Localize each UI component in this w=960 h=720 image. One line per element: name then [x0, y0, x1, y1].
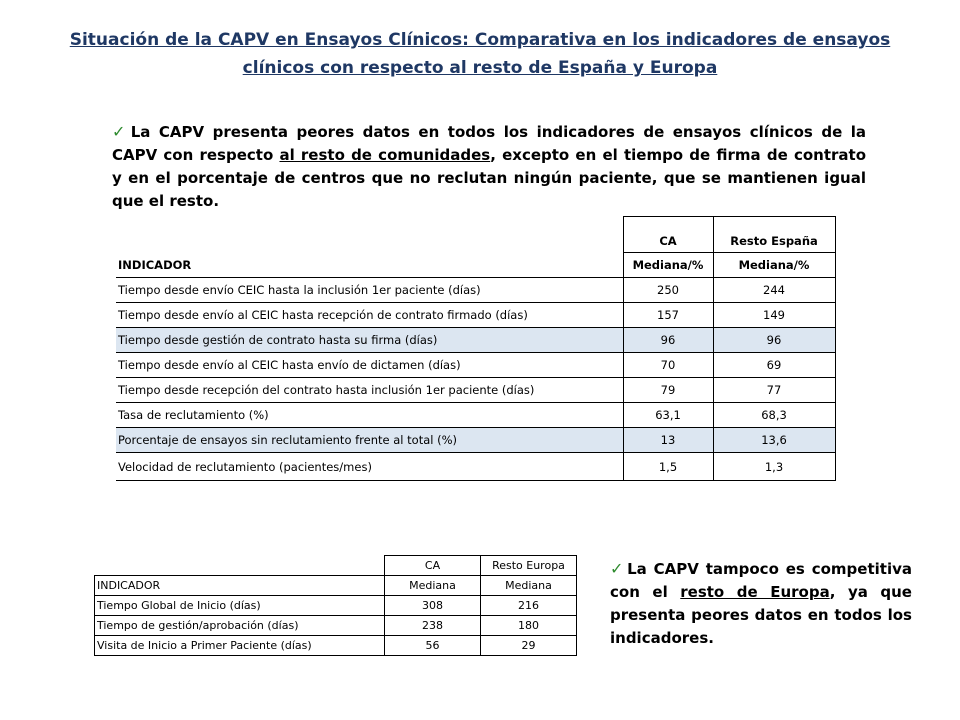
bullet-europe-text-before: La CAPV tampoco es competitiva con el: [610, 560, 912, 601]
row-label: Tiempo Global de Inicio (días): [95, 596, 385, 616]
row-label: Tasa de reclutamiento (%): [116, 403, 623, 428]
subheader-ca: Mediana: [385, 576, 481, 596]
row-label: Tiempo de gestión/aprobación (días): [95, 616, 385, 636]
table-row: [95, 636, 577, 656]
table-row: [95, 596, 577, 616]
row-ca: 1,5: [623, 453, 713, 481]
page-title: Situación de la CAPV en Ensayos Clínicos: Comparativa en los indicadores de ensayos clínicos con respecto al resto de España y Europa: [69, 30, 891, 78]
bullet-spain-text-before: La CAPV presenta peores datos en todos los indicadores de ensayos clínicos de la CAPV con respecto: [112, 123, 867, 164]
header-ca: CA: [385, 556, 481, 576]
row-label: Tiempo desde envío CEIC hasta la inclusión 1er paciente (días): [116, 278, 623, 303]
row-label: Tiempo desde envío al CEIC hasta envío de dictamen (días): [116, 353, 623, 378]
row-ca: 13: [623, 428, 713, 453]
table-row: [116, 353, 835, 378]
bullet-europe: [610, 557, 912, 650]
table-row: [116, 378, 835, 403]
subheader-resto: Mediana: [481, 576, 577, 596]
table-row: [95, 616, 577, 636]
subheader-indicador: INDICADOR: [95, 576, 385, 596]
row-ca: 70: [623, 353, 713, 378]
row-resto: 96: [713, 328, 835, 353]
table-spain-subheader-row: [116, 253, 835, 278]
bullet-spain-underlined: al resto de comunidades: [279, 146, 491, 164]
row-resto: 1,3: [713, 453, 835, 481]
row-resto: 68,3: [713, 403, 835, 428]
table-row-highlighted: [116, 428, 835, 453]
table-row: [116, 453, 835, 481]
row-label: Tiempo desde envío al CEIC hasta recepción de contrato firmado (días): [116, 303, 623, 328]
checkmark-icon: ✓: [112, 122, 129, 141]
header-resto: Resto España: [713, 217, 835, 253]
subheader-indicador: INDICADOR: [116, 253, 623, 278]
subheader-resto: Mediana/%: [713, 253, 835, 278]
row-resto: 29: [481, 636, 577, 656]
table-row-highlighted: [116, 328, 835, 353]
subheader-ca: Mediana/%: [623, 253, 713, 278]
bullet-spain-text-after: , excepto en el tiempo de firma de contrato y en el porcentaje de centros que no reclutan ningún paciente, que se mantienen igual que el resto.: [112, 146, 867, 210]
row-ca: 238: [385, 616, 481, 636]
table-europe-subheader-row: [95, 576, 577, 596]
table-europe: [94, 555, 577, 656]
checkmark-icon: ✓: [610, 559, 626, 578]
row-ca: 56: [385, 636, 481, 656]
row-ca: 250: [623, 278, 713, 303]
bullet-spain: [112, 120, 866, 213]
bullet-europe-text-after: , ya que presenta peores datos en todos los indicadores.: [610, 583, 912, 647]
table-row: [116, 278, 835, 303]
row-label: Porcentaje de ensayos sin reclutamiento frente al total (%): [116, 428, 623, 453]
row-label: Velocidad de reclutamiento (pacientes/mes): [116, 453, 623, 481]
row-resto: 69: [713, 353, 835, 378]
table-row: [116, 303, 835, 328]
table-spain: [116, 216, 836, 481]
row-resto: 149: [713, 303, 835, 328]
row-resto: 244: [713, 278, 835, 303]
header-blank-cell: [116, 217, 623, 253]
header-blank-cell: [95, 556, 385, 576]
row-ca: 79: [623, 378, 713, 403]
row-ca: 96: [623, 328, 713, 353]
row-ca: 63,1: [623, 403, 713, 428]
table-spain-header-row: [116, 217, 835, 253]
row-resto: 180: [481, 616, 577, 636]
header-resto: Resto Europa: [481, 556, 577, 576]
header-ca: CA: [623, 217, 713, 253]
row-resto: 13,6: [713, 428, 835, 453]
bullet-europe-underlined: resto de Europa: [680, 583, 830, 601]
row-label: Tiempo desde recepción del contrato hasta inclusión 1er paciente (días): [116, 378, 623, 403]
row-resto: 77: [713, 378, 835, 403]
row-label: Visita de Inicio a Primer Paciente (días): [95, 636, 385, 656]
row-ca: 157: [623, 303, 713, 328]
row-resto: 216: [481, 596, 577, 616]
table-europe-header-row: [95, 556, 577, 576]
row-ca: 308: [385, 596, 481, 616]
row-label: Tiempo desde gestión de contrato hasta su firma (días): [116, 328, 623, 353]
table-row: [116, 403, 835, 428]
